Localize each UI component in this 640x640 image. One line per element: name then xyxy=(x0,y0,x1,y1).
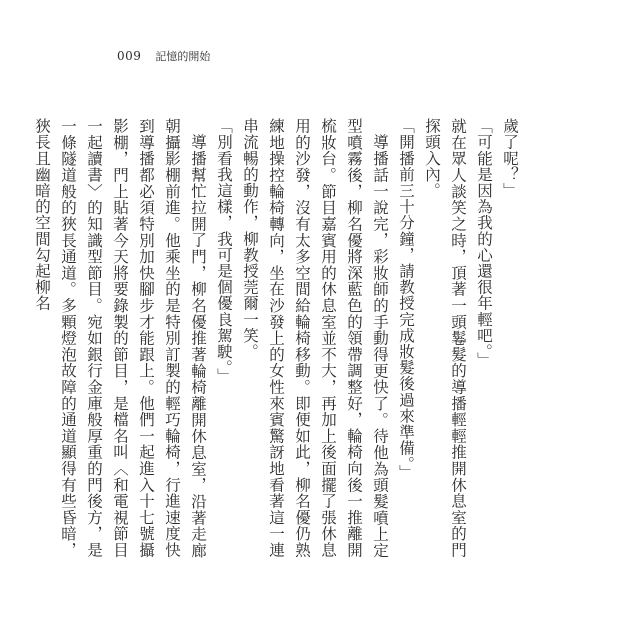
body-text xyxy=(33,118,523,558)
dialogue-paragraph: 「別看我這樣，我可是個優良駕駛。」 xyxy=(215,118,233,384)
paragraph: 就在眾人談笑之時，頂著一頭鬈髮的導播輕輕推開休息室的門探頭入內。 xyxy=(423,118,467,558)
dialogue-paragraph: 「開播前三十分鐘，請教授完成妝髮後過來準備。」 xyxy=(397,118,415,481)
page-number: 009 xyxy=(117,49,142,63)
page-header xyxy=(117,48,210,64)
paragraph: 導播話一說完，彩妝師的手動得更快了。待他為頭髮噴上定型噴霧後，柳名優將深藍色的領帶調整好，輪椅向後一推離開梳妝台。節目嘉賓用的休息室並不大，再加上後面擺了張休息用的沙發，沒有太多空間給輪椅移動。即便如此，柳名優仍熟練地操控輪椅轉向，坐在沙發上的女性來賓驚訝地看著這一連串流暢的動作，柳教授莞爾一笑。 xyxy=(241,118,389,558)
dialogue-paragraph: 「可能是因為我的心還很年輕吧。」 xyxy=(475,118,493,368)
paragraph: 導播幫忙拉開了門，柳名優推著輪椅離開休息室，沿著走廊朝攝影棚前進。他乘坐的是特別訂製的輕巧輪椅，行進速度快到導播都必須特別加快腳步才能跟上。他們一起進入十七號攝影棚，門上貼著今天將要錄製的節目，是檔名叫〈和電視節目一起讀書〉的知識型節目。宛如銀行金庫般厚重的門後方，是一條隧道般的狹長通道。多顆燈泡故障的通道顯得有些昏暗，狹長且幽暗的空間勾起柳名 xyxy=(33,118,207,558)
chapter-title: 記憶的開始 xyxy=(155,50,211,63)
paragraph: 歲了呢？」 xyxy=(501,118,519,199)
